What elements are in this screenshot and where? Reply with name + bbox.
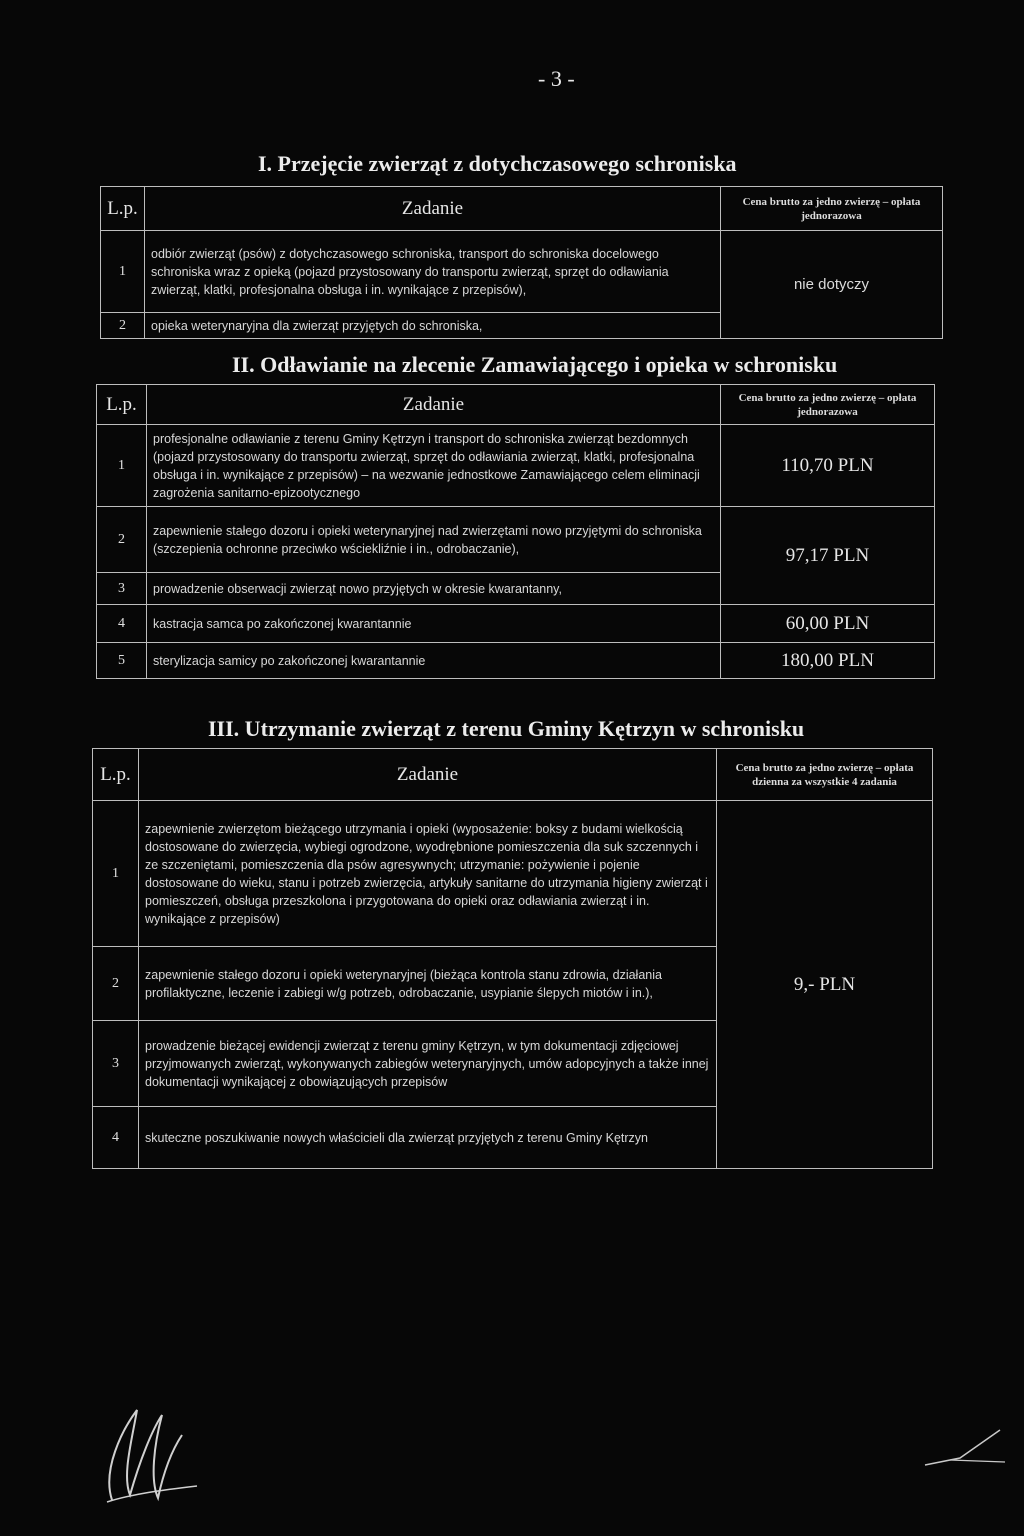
section-3-title: III. Utrzymanie zwierząt z terenu Gminy Kętrzyn w schronisku xyxy=(208,716,805,741)
row-task: odbiór zwierząt (psów) z dotychczasowego schroniska, transport do schroniska docelowego schroniska wraz z opieką (pojazd przystosowany do transportu zwierząt, sprzęt do odławiania zwierząt, klatki, profesjonalna obsługa i in. wynikające z przepisów), xyxy=(145,231,721,313)
col-price-header: Cena brutto za jedno zwierzę – opłata dzienna za wszystkie 4 zadania xyxy=(717,749,933,801)
table-row xyxy=(101,231,943,313)
row-price: 110,70 PLN xyxy=(721,425,935,507)
col-price-header: Cena brutto za jedno zwierzę – opłata jednorazowa xyxy=(721,187,943,231)
row-task: skuteczne poszukiwanie nowych właścicieli dla zwierząt przyjętych z terenu Gminy Kętrzyn xyxy=(139,1107,717,1169)
col-price-header: Cena brutto za jedno zwierzę – opłata jednorazowa xyxy=(721,385,935,425)
row-task: prowadzenie bieżącej ewidencji zwierząt z terenu gminy Kętrzyn, w tym dokumentacji zdjęciowej przyjmowanych zwierząt, wykonywanych zabiegów weterynaryjnych, umów adopcyjnych a także innej dokumentacji wynikającej z obowiązujących przepisów xyxy=(139,1021,717,1107)
table-row xyxy=(97,605,935,643)
section-2-title: II. Odławianie na zlecenie Zamawiającego i opieka w schronisku xyxy=(232,352,838,377)
row-number: 5 xyxy=(97,643,147,679)
row-price: 97,17 PLN xyxy=(721,507,935,605)
row-price: 60,00 PLN xyxy=(721,605,935,643)
table-row xyxy=(93,801,933,947)
row-price: nie dotyczy xyxy=(721,231,943,339)
table-header-row xyxy=(101,187,943,231)
section-1-title: I. Przejęcie zwierząt z dotychczasowego schroniska xyxy=(258,151,737,176)
row-number: 3 xyxy=(93,1021,139,1107)
row-task: zapewnienie zwierzętom bieżącego utrzymania i opieki (wyposażenie: boksy z budami wielkością dostosowane do zwierzęcia, wybiegi ogrodzone, wyodrębnione pomieszczenia dla suk szczennych i ze szczeniętami, pomieszczenia dla psów agresywnych; utrzymanie: pożywienie i pojenie dostosowane do wieku, stanu i potrzeb zwierzęcia, artykuły sanitarne do utrzymania higieny zwierząt i pomieszczeń, obsługa przeszkolona i przygotowana do opieki oraz odławiania zwierząt i in. wynikające z przepisów) xyxy=(139,801,717,947)
row-task: zapewnienie stałego dozoru i opieki weterynaryjnej (bieżąca kontrola stanu zdrowia, działania profilaktyczne, leczenie i zabiegi w/g potrzeb, odrobaczanie, usypianie ślepych miotów i in.), xyxy=(139,947,717,1021)
section-2-table xyxy=(96,384,935,679)
row-task: kastracja samca po zakończonej kwarantannie xyxy=(147,605,721,643)
table-row xyxy=(97,643,935,679)
row-number: 2 xyxy=(97,507,147,573)
row-price: 9,- PLN xyxy=(717,801,933,1169)
row-task: profesjonalne odławianie z terenu Gminy Kętrzyn i transport do schroniska zwierząt bezdomnych (pojazd przystosowany do transportu zwierząt, sprzęt do odławiania zwierząt, klatki, profesjonalna obsługa i in. wynikające z przepisów) – na wezwanie jednostkowe Zamawiającego celem eliminacji zagrożenia sanitarno-epizootycznego xyxy=(147,425,721,507)
row-task: sterylizacja samicy po zakończonej kwarantannie xyxy=(147,643,721,679)
row-number: 4 xyxy=(93,1107,139,1169)
table-row xyxy=(97,507,935,573)
signature-mark xyxy=(92,1390,212,1510)
row-task: opieka weterynaryjna dla zwierząt przyjętych do schroniska, xyxy=(145,313,721,339)
col-task-header: Zadanie xyxy=(147,385,721,425)
section-3-table xyxy=(92,748,933,1169)
row-number: 4 xyxy=(97,605,147,643)
col-lp-header: L.p. xyxy=(93,749,139,801)
row-number: 1 xyxy=(101,231,145,313)
row-task: prowadzenie obserwacji zwierząt nowo przyjętych w okresie kwarantanny, xyxy=(147,573,721,605)
row-number: 1 xyxy=(93,801,139,947)
page-number: - 3 - xyxy=(538,66,575,91)
col-task-header: Zadanie xyxy=(139,749,717,801)
col-task-header: Zadanie xyxy=(145,187,721,231)
row-price: 180,00 PLN xyxy=(721,643,935,679)
col-lp-header: L.p. xyxy=(101,187,145,231)
row-number: 2 xyxy=(101,313,145,339)
row-task: zapewnienie stałego dozoru i opieki weterynaryjnej nad zwierzętami nowo przyjętymi do schroniska (szczepienia ochronne przeciwko wściekliźnie i in., odrobaczanie), xyxy=(147,507,721,573)
row-number: 2 xyxy=(93,947,139,1021)
section-1-table xyxy=(100,186,943,339)
table-header-row xyxy=(93,749,933,801)
initials-mark xyxy=(920,1420,1010,1480)
col-lp-header: L.p. xyxy=(97,385,147,425)
table-row xyxy=(97,425,935,507)
row-number: 1 xyxy=(97,425,147,507)
table-header-row xyxy=(97,385,935,425)
row-number: 3 xyxy=(97,573,147,605)
